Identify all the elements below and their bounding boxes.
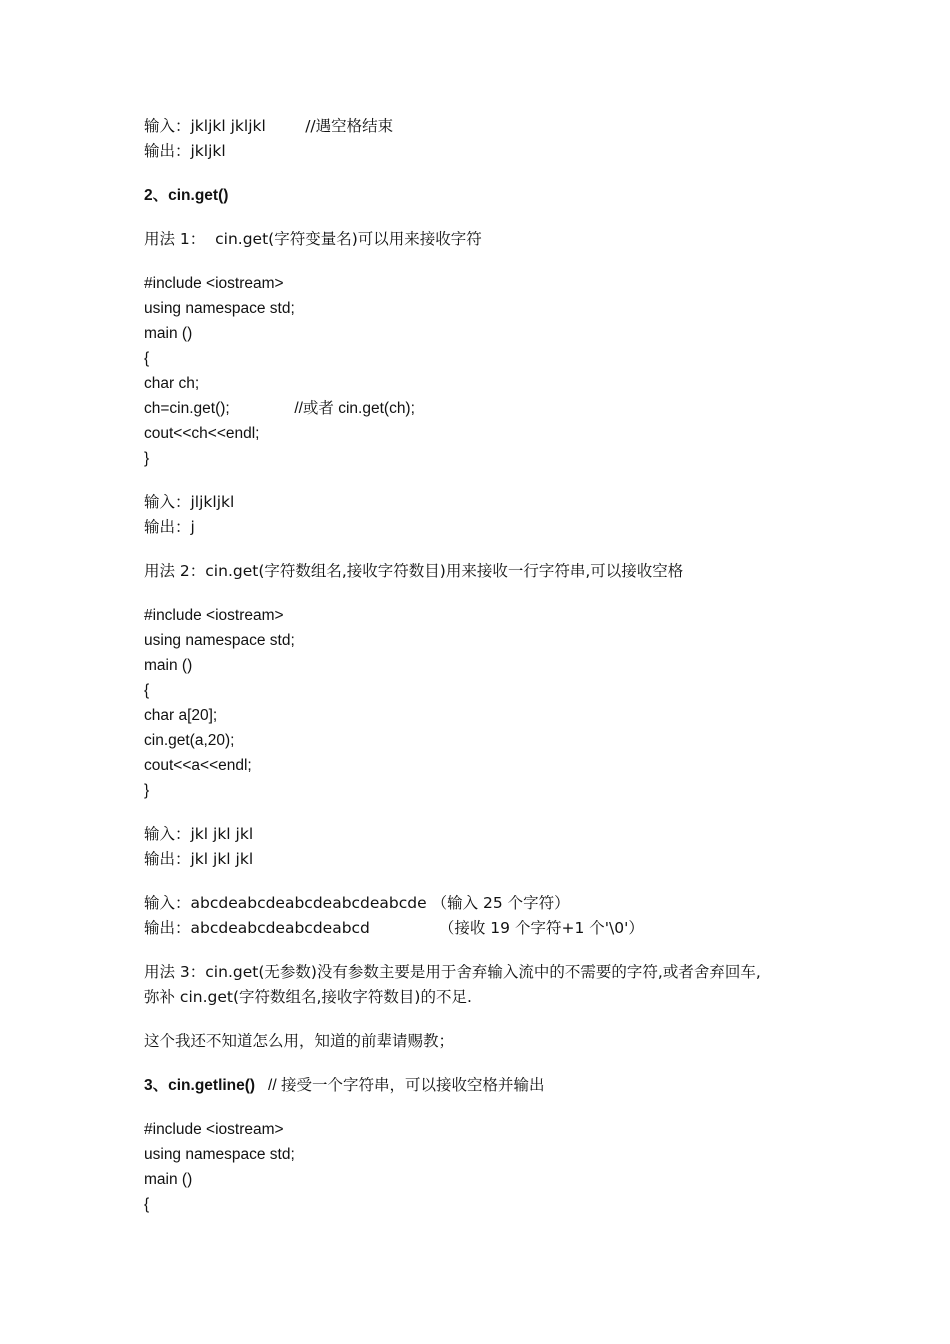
code-line: using namespace std; bbox=[144, 300, 295, 317]
paragraph-gap bbox=[144, 1010, 824, 1029]
paragraph-gap bbox=[144, 471, 824, 490]
paragraph-gap bbox=[144, 872, 824, 891]
text-line: 用法 3：cin.get(无参数)没有参数主要是用于舍弃输入流中的不需要的字符,或者舍弃回车, bbox=[144, 963, 761, 981]
code-line: #include <iostream> bbox=[144, 275, 284, 292]
code-line: main () bbox=[144, 657, 193, 674]
section-heading-text: 3、cin.getline() bbox=[144, 1077, 256, 1094]
code-line: } bbox=[144, 782, 150, 799]
text-line: 输出：jkl jkl jkl bbox=[144, 850, 254, 868]
text-line: 用法 1： cin.get(字符变量名)可以用来接收字符 bbox=[144, 230, 482, 248]
text-line: 这个我还不知道怎么用，知道的前辈请赐教； bbox=[144, 1032, 455, 1050]
paragraph-gap bbox=[144, 540, 824, 559]
paragraph-gap bbox=[144, 584, 824, 603]
code-line: #include <iostream> bbox=[144, 607, 284, 624]
paragraph-gap bbox=[144, 208, 824, 227]
text-line: 输出：abcdeabcdeabcdeabcd （接收 19 个字符+1 个'\0'） bbox=[144, 919, 644, 937]
section-heading bbox=[144, 1073, 824, 1098]
code-line: ch=cin.get(); //或者 cin.get(ch); bbox=[144, 400, 415, 417]
document-page bbox=[144, 114, 824, 1217]
text-line: 输入：jljkljkl bbox=[144, 493, 235, 511]
code-line: cout<<a<<endl; bbox=[144, 757, 252, 774]
code-line: using namespace std; bbox=[144, 1146, 295, 1163]
text-line: 输出：jkljkl bbox=[144, 142, 226, 160]
text-line: 弥补 cin.get(字符数组名,接收字符数目)的不足. bbox=[144, 988, 472, 1006]
code-line: char ch; bbox=[144, 375, 200, 392]
code-line: } bbox=[144, 450, 150, 467]
code-line: { bbox=[144, 1196, 150, 1213]
paragraph-gap bbox=[144, 803, 824, 822]
code-line: main () bbox=[144, 1171, 193, 1188]
code-line: cin.get(a,20); bbox=[144, 732, 235, 749]
text-line: 输入：jkljkl jkljkl //遇空格结束 bbox=[144, 117, 394, 135]
section-heading bbox=[144, 183, 824, 208]
paragraph-gap bbox=[144, 252, 824, 271]
paragraph-gap bbox=[144, 1054, 824, 1073]
section-heading-comment: // 接受一个字符串，可以接收空格并输出 bbox=[255, 1077, 545, 1094]
code-line: using namespace std; bbox=[144, 632, 295, 649]
section-heading-text: 2、cin.get() bbox=[144, 187, 229, 204]
code-line: main () bbox=[144, 325, 193, 342]
code-line: cout<<ch<<endl; bbox=[144, 425, 260, 442]
text-line: 用法 2：cin.get(字符数组名,接收字符数目)用来接收一行字符串,可以接收空格 bbox=[144, 562, 684, 580]
paragraph-gap bbox=[144, 164, 824, 183]
text-line: 输入：abcdeabcdeabcdeabcdeabcde （输入 25 个字符） bbox=[144, 894, 570, 912]
code-line: char a[20]; bbox=[144, 707, 218, 724]
code-line: { bbox=[144, 350, 150, 367]
code-line: { bbox=[144, 682, 150, 699]
text-line: 输入：jkl jkl jkl bbox=[144, 825, 254, 843]
paragraph-gap bbox=[144, 1098, 824, 1117]
code-line: #include <iostream> bbox=[144, 1121, 284, 1138]
paragraph-gap bbox=[144, 941, 824, 960]
text-line: 输出：j bbox=[144, 518, 195, 536]
